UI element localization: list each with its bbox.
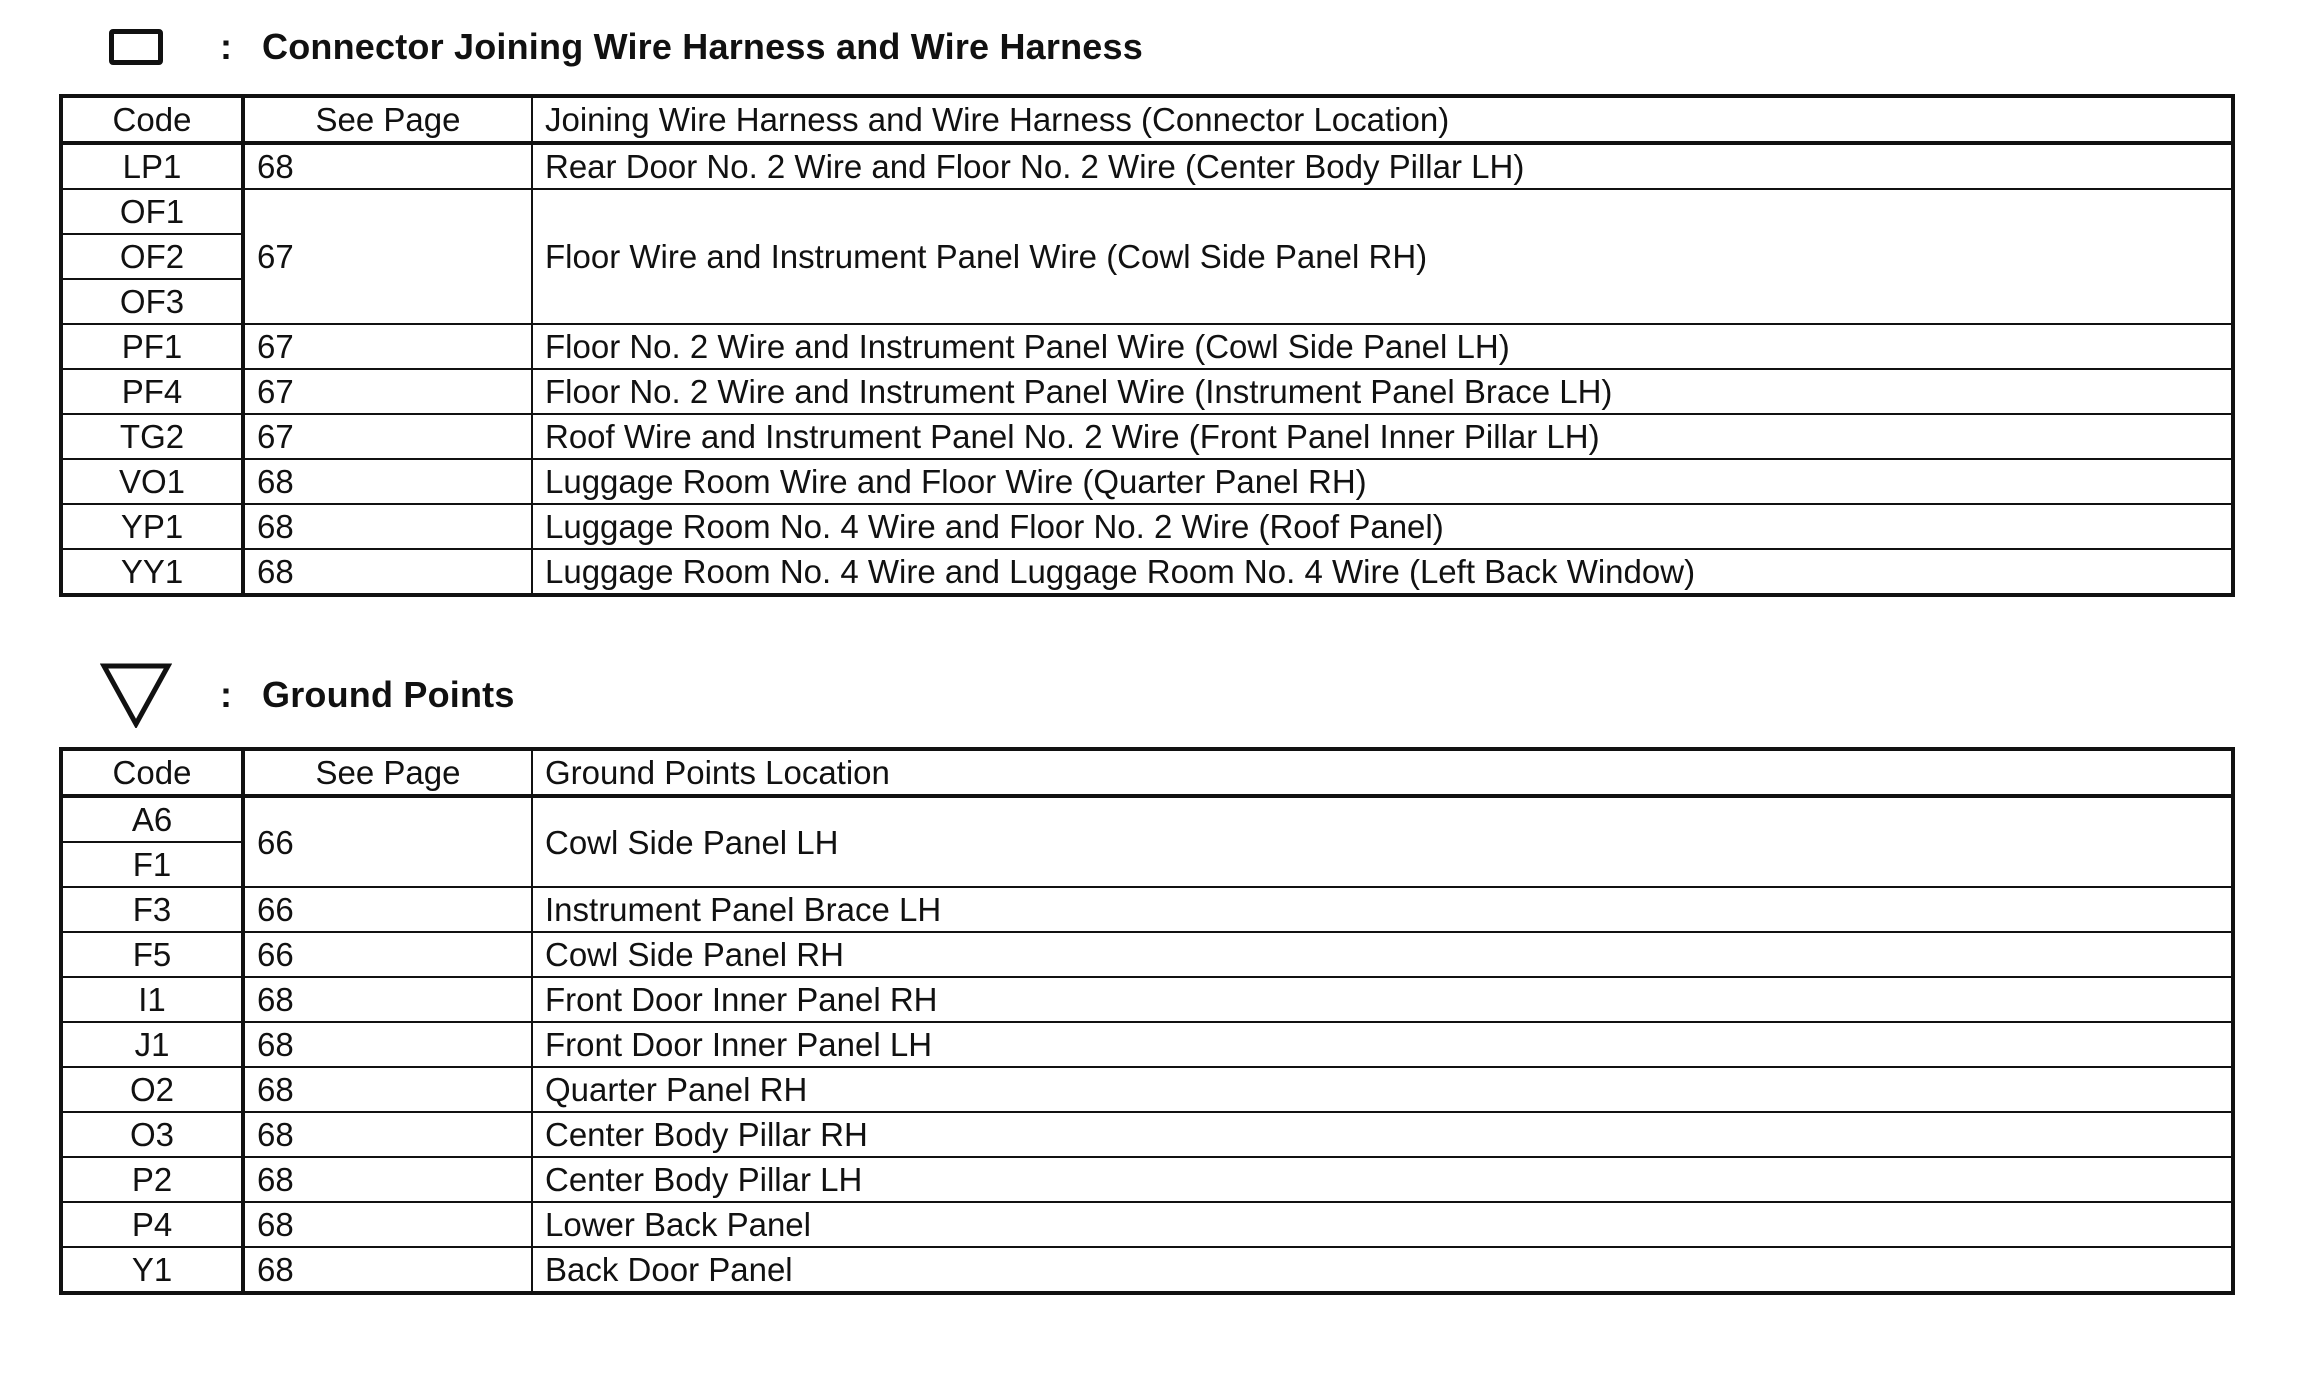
table-row [61, 1067, 2233, 1112]
page-cell: 66 [243, 887, 532, 932]
location-cell: Luggage Room Wire and Floor Wire (Quarter Panel RH) [532, 459, 2233, 504]
page-cell: 67 [243, 414, 532, 459]
location-cell: Cowl Side Panel LH [532, 796, 2233, 887]
code-cell: P2 [61, 1157, 243, 1202]
page-cell: 68 [243, 1157, 532, 1202]
code-cell: J1 [61, 1022, 243, 1067]
triangle-down-icon [100, 662, 172, 728]
connector-section-title: Connector Joining Wire Harness and Wire Harness [262, 26, 1143, 67]
code-cell: OF1 [61, 189, 243, 234]
location-cell: Rear Door No. 2 Wire and Floor No. 2 Wire (Center Body Pillar LH) [532, 143, 2233, 189]
page-column-header: See Page [243, 749, 532, 796]
page-column-header: See Page [243, 96, 532, 143]
location-cell: Cowl Side Panel RH [532, 932, 2233, 977]
location-cell: Floor No. 2 Wire and Instrument Panel Wire (Cowl Side Panel LH) [532, 324, 2233, 369]
ground-table-body [61, 796, 2233, 1293]
code-cell: PF4 [61, 369, 243, 414]
page-cell: 68 [243, 977, 532, 1022]
location-cell: Roof Wire and Instrument Panel No. 2 Wire (Front Panel Inner Pillar LH) [532, 414, 2233, 459]
location-column-header: Ground Points Location [532, 749, 2233, 796]
page-cell: 66 [243, 796, 532, 887]
code-cell: Y1 [61, 1247, 243, 1293]
page-cell: 68 [243, 1202, 532, 1247]
code-cell: O2 [61, 1067, 243, 1112]
colon: : [220, 674, 232, 715]
location-cell: Floor No. 2 Wire and Instrument Panel Wire (Instrument Panel Brace LH) [532, 369, 2233, 414]
code-cell: P4 [61, 1202, 243, 1247]
code-cell: OF2 [61, 234, 243, 279]
table-row [61, 887, 2233, 932]
page-cell: 68 [243, 1067, 532, 1112]
table-row [61, 189, 2233, 234]
page-cell: 68 [243, 1022, 532, 1067]
code-cell: OF3 [61, 279, 243, 324]
code-cell: F1 [61, 842, 243, 887]
location-cell: Center Body Pillar LH [532, 1157, 2233, 1202]
page-cell: 68 [243, 549, 532, 595]
table-header-row [61, 96, 2233, 143]
page-cell: 68 [243, 504, 532, 549]
page-cell: 66 [243, 932, 532, 977]
table-row [61, 1202, 2233, 1247]
square-icon [109, 29, 163, 65]
table-row [61, 1022, 2233, 1067]
table-row [61, 414, 2233, 459]
table-row [61, 549, 2233, 595]
page-cell: 67 [243, 189, 532, 324]
table-row [61, 796, 2233, 842]
table-row [61, 369, 2233, 414]
ground-section-header [96, 660, 515, 730]
location-cell: Instrument Panel Brace LH [532, 887, 2233, 932]
code-cell: PF1 [61, 324, 243, 369]
ground-table [59, 747, 2235, 1295]
code-column-header: Code [61, 749, 243, 796]
ground-symbol [96, 662, 176, 728]
table-row [61, 324, 2233, 369]
ground-section-title: Ground Points [262, 674, 515, 715]
page-cell: 67 [243, 324, 532, 369]
page-cell: 68 [243, 459, 532, 504]
page-cell: 68 [243, 1112, 532, 1157]
code-cell: VO1 [61, 459, 243, 504]
table-header-row [61, 749, 2233, 796]
table-row [61, 977, 2233, 1022]
location-cell: Luggage Room No. 4 Wire and Floor No. 2 Wire (Roof Panel) [532, 504, 2233, 549]
code-column-header: Code [61, 96, 243, 143]
code-cell: F3 [61, 887, 243, 932]
table-row [61, 932, 2233, 977]
location-cell: Luggage Room No. 4 Wire and Luggage Room No. 4 Wire (Left Back Window) [532, 549, 2233, 595]
page-cell: 67 [243, 369, 532, 414]
code-cell: F5 [61, 932, 243, 977]
table-row [61, 1247, 2233, 1293]
connector-table-body [61, 143, 2233, 595]
connector-section-header [96, 12, 1143, 82]
location-cell: Floor Wire and Instrument Panel Wire (Cowl Side Panel RH) [532, 189, 2233, 324]
code-cell: YY1 [61, 549, 243, 595]
connector-symbol [96, 29, 176, 65]
table-row [61, 1112, 2233, 1157]
colon: : [220, 26, 232, 67]
location-cell: Back Door Panel [532, 1247, 2233, 1293]
location-cell: Front Door Inner Panel LH [532, 1022, 2233, 1067]
table-row [61, 459, 2233, 504]
table-row [61, 1157, 2233, 1202]
table-row [61, 504, 2233, 549]
location-column-header: Joining Wire Harness and Wire Harness (Connector Location) [532, 96, 2233, 143]
code-cell: TG2 [61, 414, 243, 459]
code-cell: LP1 [61, 143, 243, 189]
location-cell: Quarter Panel RH [532, 1067, 2233, 1112]
location-cell: Lower Back Panel [532, 1202, 2233, 1247]
connector-table [59, 94, 2235, 597]
page-cell: 68 [243, 143, 532, 189]
code-cell: I1 [61, 977, 243, 1022]
code-cell: A6 [61, 796, 243, 842]
page-cell: 68 [243, 1247, 532, 1293]
location-cell: Center Body Pillar RH [532, 1112, 2233, 1157]
location-cell: Front Door Inner Panel RH [532, 977, 2233, 1022]
table-row [61, 143, 2233, 189]
code-cell: YP1 [61, 504, 243, 549]
code-cell: O3 [61, 1112, 243, 1157]
